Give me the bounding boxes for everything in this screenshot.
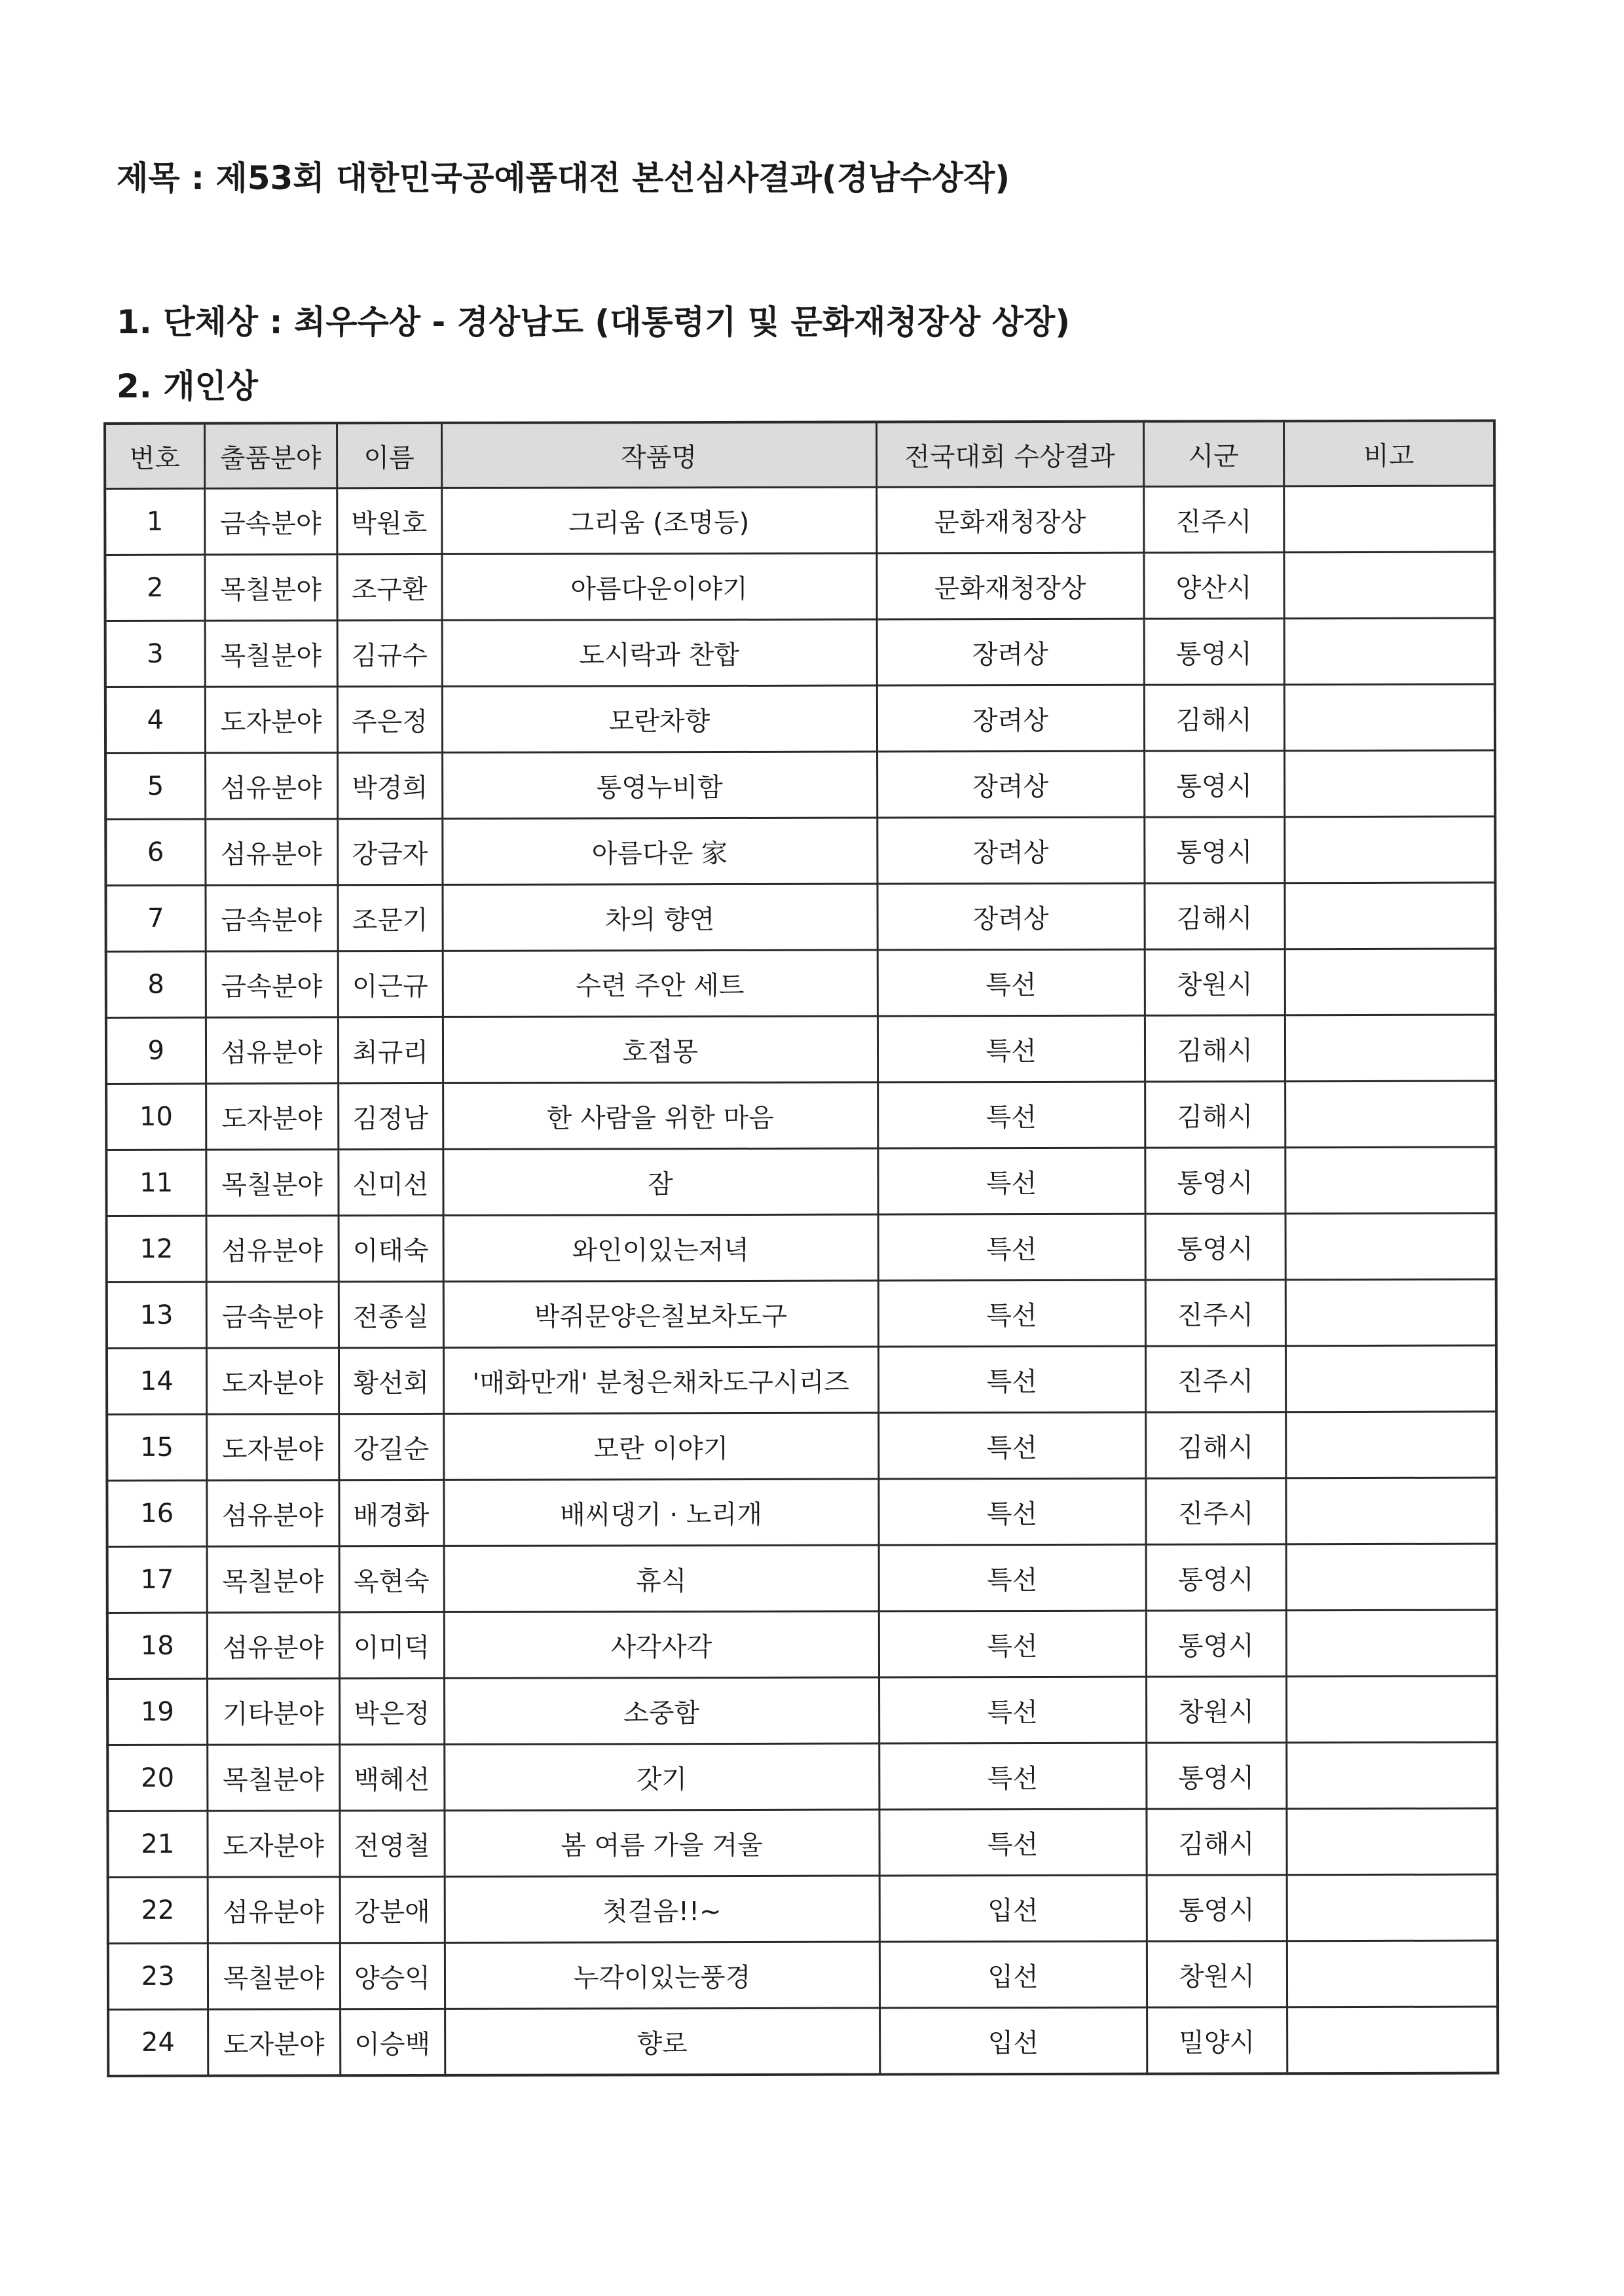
cell-work: 갓기	[444, 1743, 879, 1810]
cell-field: 섬유분야	[205, 819, 337, 885]
cell-result: 특선	[878, 1346, 1145, 1413]
cell-name: 조문기	[337, 884, 442, 951]
cell-note	[1285, 1081, 1496, 1148]
table-row	[107, 1478, 1496, 1546]
cell-work: 봄 여름 가을 겨울	[444, 1810, 879, 1876]
table-row	[107, 1345, 1496, 1414]
cell-work: 통영누비함	[442, 752, 877, 818]
cell-name: 전영철	[339, 1810, 444, 1876]
table-row	[105, 486, 1494, 555]
cell-work: 사각사각	[444, 1611, 879, 1678]
cell-note	[1286, 1610, 1497, 1677]
table-row	[105, 552, 1494, 621]
cell-note	[1285, 1015, 1496, 1082]
cell-work: 아름다운 家	[442, 818, 877, 884]
cell-no: 3	[105, 621, 205, 687]
header-work: 작품명	[441, 422, 876, 488]
header-city: 시군	[1143, 421, 1283, 486]
cell-name: 이근규	[338, 951, 443, 1017]
cell-no: 18	[107, 1613, 207, 1679]
document-title: 제목 : 제53회 대한민국공예품대전 본선심사결과(경남수상작)	[117, 159, 1010, 197]
cell-field: 섬유분야	[208, 1877, 340, 1943]
cell-no: 22	[108, 1877, 208, 1943]
cell-result: 특선	[879, 1611, 1146, 1677]
cell-city: 김해시	[1145, 1082, 1285, 1148]
cell-result: 특선	[879, 1809, 1146, 1876]
cell-name: 황선회	[339, 1347, 443, 1413]
cell-field: 도자분야	[206, 1084, 338, 1150]
cell-note	[1284, 684, 1495, 751]
cell-field: 금속분야	[204, 488, 337, 555]
cell-city: 진주시	[1145, 1478, 1285, 1544]
cell-field: 기타분야	[207, 1679, 339, 1745]
cell-name: 배경화	[339, 1480, 443, 1546]
cell-result: 장려상	[877, 619, 1144, 685]
table-row	[107, 1808, 1497, 1877]
cell-note	[1286, 1742, 1497, 1809]
cell-work: 박쥐문양은칠보차도구	[443, 1281, 878, 1347]
cell-city: 통영시	[1144, 751, 1284, 817]
cell-no: 24	[108, 2009, 208, 2076]
cell-name: 주은정	[337, 686, 442, 752]
cell-no: 1	[105, 488, 204, 555]
table-row	[105, 618, 1495, 687]
cell-city: 창원시	[1145, 949, 1285, 1015]
cell-no: 7	[105, 885, 205, 951]
cell-result: 특선	[879, 1677, 1146, 1743]
cell-work: '매화만개' 분청은채차도구시리즈	[443, 1347, 878, 1413]
cell-note	[1285, 1147, 1496, 1214]
cell-name: 전종실	[339, 1281, 443, 1347]
table-row	[108, 1874, 1498, 1943]
cell-note	[1287, 1941, 1498, 2007]
cell-result: 특선	[878, 1214, 1145, 1281]
cell-result: 특선	[878, 1412, 1145, 1479]
cell-name: 백혜선	[339, 1744, 444, 1810]
cell-no: 11	[106, 1150, 206, 1216]
cell-no: 12	[107, 1216, 206, 1282]
table-row	[106, 949, 1496, 1017]
cell-work: 차의 향연	[442, 884, 877, 951]
table-row	[107, 1610, 1497, 1679]
individual-award-heading: 2. 개인상	[117, 367, 259, 405]
cell-name: 신미선	[338, 1149, 443, 1215]
cell-city: 창원시	[1147, 1941, 1287, 2007]
cell-city: 김해시	[1144, 883, 1284, 949]
cell-work: 휴식	[444, 1545, 879, 1612]
cell-work: 아름다운이야기	[441, 553, 876, 620]
cell-name: 최규리	[338, 1017, 443, 1083]
cell-result: 특선	[877, 1082, 1145, 1148]
cell-city: 통영시	[1146, 1611, 1286, 1677]
cell-work: 향로	[445, 2008, 879, 2075]
header-note: 비고	[1283, 421, 1494, 486]
cell-city: 창원시	[1146, 1677, 1286, 1743]
cell-note	[1285, 1213, 1496, 1280]
cell-result: 특선	[879, 1544, 1146, 1611]
header-no: 번호	[105, 424, 204, 489]
cell-note	[1283, 486, 1494, 553]
cell-no: 4	[105, 687, 205, 753]
cell-no: 8	[106, 951, 206, 1017]
cell-no: 6	[105, 819, 205, 885]
cell-city: 통영시	[1145, 1148, 1285, 1214]
cell-work: 호접몽	[443, 1016, 877, 1083]
cell-field: 섬유분야	[206, 1480, 339, 1546]
cell-field: 섬유분야	[207, 1613, 339, 1679]
cell-work: 와인이있는저녁	[443, 1214, 878, 1281]
cell-no: 2	[105, 555, 204, 621]
cell-note	[1287, 1874, 1498, 1941]
cell-field: 금속분야	[206, 1282, 339, 1348]
cell-work: 소중함	[444, 1677, 879, 1744]
cell-field: 목칠분야	[207, 1546, 339, 1613]
cell-note	[1285, 1345, 1496, 1412]
cell-city: 양산시	[1143, 553, 1283, 619]
cell-work: 누각이있는풍경	[445, 1942, 879, 2009]
header-name: 이름	[337, 423, 441, 488]
cell-name: 김정남	[338, 1083, 443, 1149]
cell-city: 김해시	[1145, 1412, 1285, 1478]
cell-field: 도자분야	[205, 687, 337, 753]
cell-name: 박은정	[339, 1678, 444, 1744]
cell-note	[1284, 618, 1495, 685]
cell-city: 통영시	[1147, 1875, 1287, 1941]
cell-city: 김해시	[1144, 685, 1284, 751]
table-row	[107, 1544, 1497, 1613]
cell-name: 강금자	[337, 818, 442, 884]
cell-no: 14	[107, 1348, 206, 1414]
cell-no: 13	[107, 1282, 206, 1348]
cell-city: 통영시	[1144, 619, 1284, 685]
cell-result: 입선	[879, 2007, 1147, 2074]
cell-field: 도자분야	[206, 1414, 339, 1480]
cell-note	[1285, 1478, 1496, 1544]
cell-result: 입선	[879, 1875, 1147, 1942]
cell-field: 목칠분야	[206, 1150, 338, 1216]
cell-field: 도자분야	[206, 1348, 339, 1414]
cell-field: 금속분야	[206, 951, 338, 1017]
cell-no: 16	[107, 1480, 206, 1546]
cell-field: 목칠분야	[207, 1745, 339, 1811]
table-row	[108, 2007, 1498, 2076]
cell-note	[1284, 750, 1495, 817]
cell-name: 조구환	[337, 554, 441, 620]
cell-result: 특선	[878, 1280, 1145, 1347]
cell-result: 장려상	[877, 751, 1144, 818]
cell-note	[1284, 883, 1495, 949]
cell-result: 입선	[879, 1941, 1147, 2008]
cell-no: 5	[105, 753, 205, 819]
cell-name: 이미덕	[339, 1612, 444, 1678]
cell-city: 진주시	[1145, 1280, 1285, 1346]
cell-no: 10	[106, 1084, 206, 1150]
cell-note	[1286, 1808, 1497, 1875]
cell-name: 박원호	[337, 488, 441, 554]
cell-no: 15	[107, 1414, 206, 1480]
cell-name: 김규수	[337, 620, 442, 686]
cell-field: 목칠분야	[205, 621, 337, 687]
cell-note	[1284, 816, 1495, 883]
cell-no: 19	[107, 1679, 207, 1745]
header-result: 전국대회 수상결과	[876, 422, 1143, 487]
cell-no: 23	[108, 1943, 208, 2009]
results-table	[103, 420, 1499, 2077]
group-award-heading: 1. 단체상 : 최우수상 - 경상남도 (대통령기 및 문화재청장상 상장)	[117, 303, 1071, 341]
table-row	[105, 816, 1495, 885]
cell-no: 21	[107, 1811, 207, 1877]
cell-name: 박경희	[337, 752, 442, 818]
cell-name: 강분애	[340, 1876, 445, 1942]
cell-work: 모란 이야기	[443, 1413, 878, 1480]
cell-city: 진주시	[1143, 486, 1283, 553]
cell-field: 금속분야	[205, 885, 337, 951]
cell-result: 특선	[879, 1743, 1146, 1810]
cell-city: 진주시	[1145, 1346, 1285, 1412]
cell-field: 도자분야	[207, 1811, 339, 1877]
cell-work: 모란차향	[442, 685, 877, 752]
cell-work: 한 사람을 위한 마음	[443, 1082, 877, 1149]
table-row	[107, 1742, 1497, 1811]
cell-city: 김해시	[1146, 1809, 1286, 1875]
table-row	[106, 1147, 1496, 1216]
cell-result: 장려상	[877, 685, 1144, 752]
table-row	[107, 1412, 1496, 1480]
table-row	[106, 1081, 1496, 1150]
cell-field: 목칠분야	[208, 1943, 340, 2009]
table-row	[107, 1279, 1496, 1348]
cell-result: 문화재청장상	[876, 553, 1143, 619]
cell-result: 장려상	[877, 817, 1144, 884]
table-row	[107, 1676, 1497, 1745]
cell-result: 특선	[877, 1015, 1145, 1082]
cell-result: 특선	[878, 1478, 1145, 1545]
cell-no: 17	[107, 1546, 207, 1613]
cell-note	[1287, 2007, 1498, 2073]
cell-note	[1286, 1676, 1497, 1743]
cell-note	[1283, 552, 1494, 619]
cell-city: 통영시	[1146, 1544, 1286, 1611]
cell-work: 도시락과 찬합	[442, 619, 877, 686]
table-row	[108, 1941, 1498, 2009]
cell-result: 특선	[877, 949, 1145, 1016]
cell-name: 이승백	[340, 2009, 445, 2075]
cell-note	[1285, 1279, 1496, 1346]
cell-city: 통영시	[1146, 1743, 1286, 1809]
cell-result: 장려상	[877, 883, 1144, 950]
cell-note	[1285, 949, 1496, 1015]
cell-field: 섬유분야	[206, 1216, 339, 1282]
table-header-row	[105, 421, 1494, 489]
cell-work: 그리움 (조명등)	[441, 487, 876, 554]
cell-work: 배씨댕기 · 노리개	[443, 1479, 878, 1546]
cell-field: 도자분야	[208, 2009, 340, 2076]
table-row	[105, 684, 1495, 753]
cell-field: 섬유분야	[206, 1017, 338, 1084]
cell-no: 9	[106, 1017, 206, 1084]
cell-no: 20	[107, 1745, 207, 1811]
table-row	[105, 750, 1495, 819]
cell-field: 목칠분야	[204, 555, 337, 621]
table-row	[107, 1213, 1496, 1282]
cell-city: 통영시	[1144, 817, 1284, 883]
cell-result: 문화재청장상	[876, 486, 1143, 553]
cell-name: 강길순	[339, 1413, 443, 1480]
cell-result: 특선	[877, 1148, 1145, 1214]
cell-note	[1285, 1412, 1496, 1478]
table-row	[105, 883, 1495, 951]
header-field: 출품분야	[204, 423, 337, 488]
cell-note	[1286, 1544, 1497, 1611]
cell-city: 통영시	[1145, 1214, 1285, 1280]
cell-name: 이태숙	[339, 1215, 443, 1281]
cell-work: 첫걸음!!~	[445, 1876, 879, 1942]
cell-field: 섬유분야	[205, 753, 337, 819]
cell-city: 김해시	[1145, 1015, 1285, 1082]
cell-work: 수련 주안 세트	[443, 950, 877, 1017]
cell-name: 옥현숙	[339, 1546, 444, 1612]
table-body	[105, 486, 1498, 2076]
cell-work: 잠	[443, 1148, 877, 1215]
cell-city: 밀양시	[1147, 2007, 1287, 2074]
table-row	[106, 1015, 1496, 1084]
cell-name: 양승익	[340, 1942, 445, 2009]
